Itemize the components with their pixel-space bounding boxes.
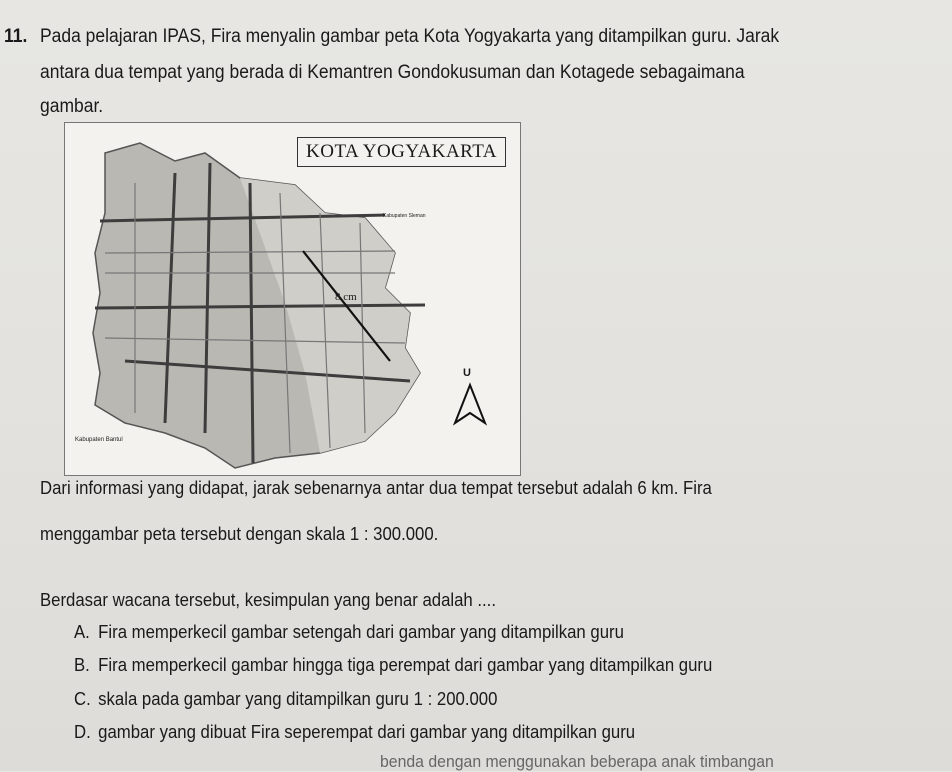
distance-label: 8 cm: [335, 291, 357, 303]
question-text-line-1: Pada pelajaran IPAS, Fira menyalin gambar peta Kota Yogyakarta yang ditampilkan guru. Jarak: [40, 26, 780, 47]
info-text-line-2: menggambar peta tersebut dengan skala 1 : 300.000.: [40, 524, 439, 544]
north-arrow: [455, 385, 485, 423]
option-a[interactable]: [74, 622, 624, 643]
map-drawing: [65, 123, 520, 475]
question-prompt: Berdasar wacana tersebut, kesimpulan yang benar adalah ....: [40, 590, 496, 610]
map-title: KOTA YOGYAKARTA: [297, 137, 506, 167]
option-text: Fira memperkecil gambar hingga tiga perempat dari gambar yang ditampilkan guru: [98, 655, 713, 675]
next-page-cutoff-text: benda dengan menggunakan beberapa anak timbangan: [380, 752, 774, 771]
option-b[interactable]: [74, 655, 712, 676]
option-letter: D.: [74, 722, 91, 742]
option-letter: A.: [74, 622, 90, 642]
option-letter: C.: [74, 689, 91, 709]
option-text: skala pada gambar yang ditampilkan guru 1 : 200.000: [98, 689, 498, 709]
option-c[interactable]: [74, 689, 497, 710]
option-d[interactable]: [74, 722, 635, 743]
question-text-line-2: antara dua tempat yang berada di Kemantren Gondokusuman dan Kotagede sebagaimana: [40, 62, 745, 83]
option-text: Fira memperkecil gambar setengah dari gambar yang ditampilkan guru: [98, 622, 624, 642]
map-figure: [64, 122, 521, 476]
option-letter: B.: [74, 655, 90, 675]
north-label: U: [463, 367, 471, 379]
region-label-top: Kabupaten Sleman: [383, 213, 426, 219]
region-label-bottom: Kabupaten Bantul: [75, 437, 123, 443]
info-text-line-1: Dari informasi yang didapat, jarak sebenarnya antar dua tempat tersebut adalah 6 km. Fira: [40, 478, 712, 498]
question-number: 11.: [4, 26, 28, 47]
option-text: gambar yang dibuat Fira seperempat dari gambar yang ditampilkan guru: [98, 722, 636, 742]
question-text-line-3: gambar.: [40, 96, 104, 117]
